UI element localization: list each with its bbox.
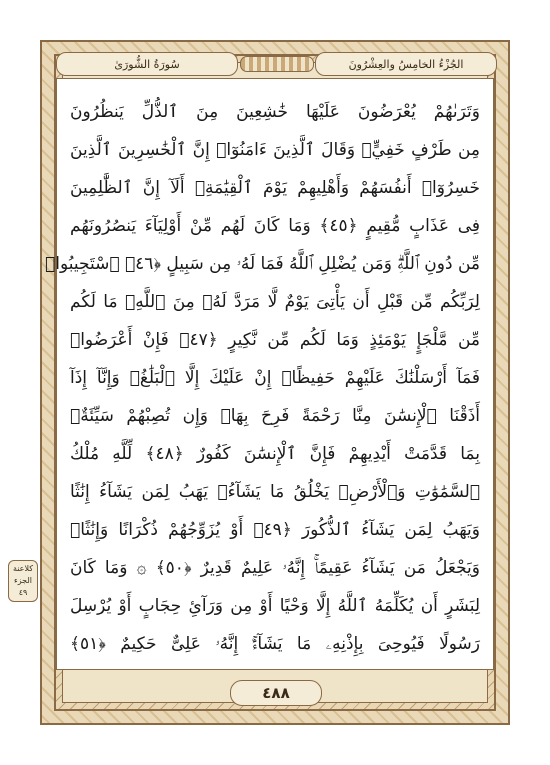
- verse-line: مِن طَرْفٍ خَفِيٍّۗ وَقَالَ ٱلَّذِينَ ءَامَنُوٓا۟ إِنَّ ٱلْخَٰسِرِينَ ٱلَّذِينَ: [70, 140, 480, 160]
- juz-header-label: الجُزْءُ الخامِسُ والعِشْرُونَ: [315, 52, 497, 76]
- side-marker-line: كلاعنة: [12, 564, 34, 573]
- verse-line: وَيَجْعَلُ مَن يَشَآءُ عَقِيمًاۚ إِنَّهُۥ عَلِيمٌ قَدِيرٌ ﴿٥٠﴾ ۞ وَمَا كَانَ: [70, 558, 480, 578]
- side-marker-line: ٤٩: [18, 588, 28, 597]
- verse-line: مِّن مَّلْجَإٍ يَوْمَئِذٍ وَمَا لَكُم مِّن نَّكِيرٍ ﴿٤٧﴾ فَإِنْ أَعْرَضُوا۟: [70, 330, 480, 350]
- verse-lines: [45, 92, 480, 664]
- juz-side-marker: [8, 560, 38, 602]
- verse-line: لِبَشَرٍ أَن يُكَلِّمَهُ ٱللَّهُ إِلَّا وَحْيًا أَوْ مِن وَرَآئِ حِجَابٍ أَوْ يُرْسِلَ: [70, 596, 480, 616]
- header-ornament-icon: [240, 56, 314, 72]
- side-marker-line: الجزء: [14, 576, 32, 585]
- verse-line: مِّن دُونِ ٱللَّهِۗ وَمَن يُضْلِلِ ٱللَّهُ فَمَا لَهُۥ مِن سَبِيلٍ ﴿٤٦﴾ ٱسْتَجِيبُوا۟: [45, 254, 480, 274]
- surah-header-label: سُورَةُ الشُّورَىٰ: [56, 52, 238, 76]
- verse-line: وَيَهَبُ لِمَن يَشَآءُ ٱلذُّكُورَ ﴿٤٩﴾ أَوْ يُزَوِّجُهُمْ ذُكْرَانًا وَإِنَٰثًاۖ: [70, 520, 480, 540]
- verse-line: بِمَا قَدَّمَتْ أَيْدِيهِمْ فَإِنَّ ٱلْإِنسَٰنَ كَفُورٌ ﴿٤٨﴾ لِّلَّهِ مُلْكُ: [70, 444, 480, 464]
- page-number: ٤٨٨: [230, 680, 322, 706]
- verse-line: ٱلسَّمَٰوَٰتِ وَٱلْأَرْضِۚ يَخْلُقُ مَا يَشَآءُۚ يَهَبُ لِمَن يَشَآءُ إِنَٰثًا: [70, 482, 480, 502]
- verse-line: فَمَآ أَرْسَلْنَٰكَ عَلَيْهِمْ حَفِيظًاۖ إِنْ عَلَيْكَ إِلَّا ٱلْبَلَٰغُۗ وَإِنَّآ إِذَآ: [70, 368, 480, 388]
- verse-line: لِرَبِّكُم مِّن قَبْلِ أَن يَأْتِىَ يَوْمٌ لَّا مَرَدَّ لَهُۥ مِنَ ٱللَّهِۚ مَا لَكُم: [70, 292, 480, 312]
- verse-line: فِى عَذَابٍ مُّقِيمٍ ﴿٤٥﴾ وَمَا كَانَ لَهُم مِّنْ أَوْلِيَآءَ يَنصُرُونَهُم: [70, 216, 480, 236]
- verse-line: وَتَرَىٰهُمْ يُعْرَضُونَ عَلَيْهَا خَٰشِعِينَ مِنَ ٱلذُّلِّ يَنظُرُونَ: [70, 102, 480, 122]
- verse-line: أَذَقْنَا ٱلْإِنسَٰنَ مِنَّا رَحْمَةً فَرِحَ بِهَاۖ وَإِن تُصِبْهُمْ سَيِّئَةٌۢ: [70, 406, 480, 426]
- verse-line: رَسُولًا فَيُوحِىَ بِإِذْنِهِۦ مَا يَشَآءُۚ إِنَّهُۥ عَلِىٌّ حَكِيمٌ ﴿٥١﴾: [70, 634, 480, 654]
- verse-line: خَسِرُوٓا۟ أَنفُسَهُمْ وَأَهْلِيهِمْ يَوْمَ ٱلْقِيَٰمَةِۗ أَلَآ إِنَّ ٱلظَّٰلِمِينَ: [70, 178, 480, 198]
